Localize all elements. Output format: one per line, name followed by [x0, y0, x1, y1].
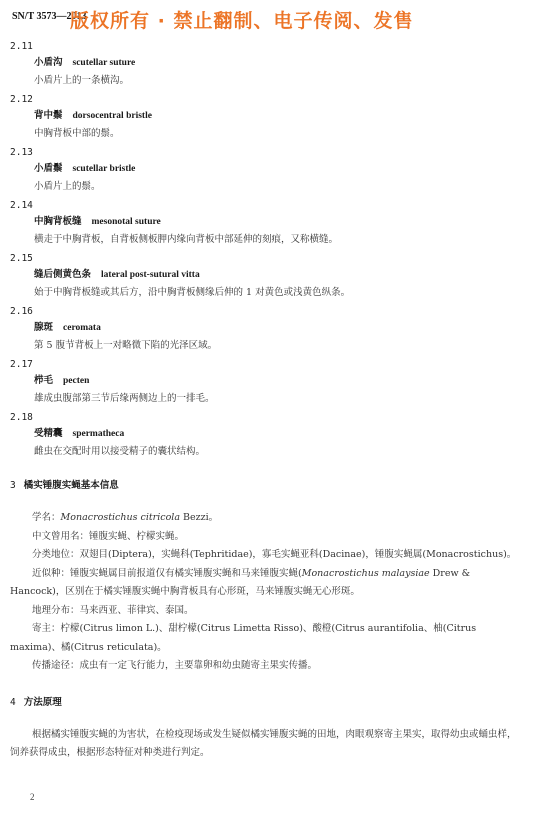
- term-entry: [10, 146, 525, 196]
- term-definition: 雄成虫腹部第三节后缘两侧边上的一排毛。: [34, 393, 215, 404]
- term-definition: 雌虫在交配时用以接受精子的囊状结构。: [34, 446, 206, 457]
- term-number: 2.11: [10, 41, 33, 52]
- document-body: [10, 40, 525, 763]
- scientific-name: [10, 509, 525, 528]
- term-en: pecten: [63, 376, 90, 386]
- term-definition: 小盾片上的一条横沟。: [34, 75, 130, 86]
- term-definition: 小盾片上的鬃。: [34, 181, 101, 192]
- term-title: [10, 319, 525, 337]
- similar-species: [10, 565, 525, 602]
- term-title: [10, 160, 525, 178]
- term-en: mesonotal suture: [91, 217, 161, 227]
- term-title: [10, 107, 525, 125]
- term-number: 2.17: [10, 359, 33, 370]
- term-zh: 小盾沟: [34, 57, 63, 68]
- term-definition: 始于中胸背板缝或其后方，沿中胸背板侧缘后伸的 1 对黄色或浅黄色纵条。: [34, 287, 351, 298]
- term-en: dorsocentral bristle: [72, 111, 152, 121]
- distribution: 地理分布：马来西亚、菲律宾、泰国。: [32, 604, 194, 616]
- term-en: scutellar suture: [72, 58, 136, 68]
- term-definition: 横走于中胸背板，自背板侧板胛内缘向背板中部延伸的刻痕，又称横缝。: [34, 234, 339, 245]
- sci-name-author: Bezzi。: [180, 512, 219, 523]
- term-definition: 第 5 腹节背板上一对略微下陷的光泽区域。: [34, 340, 218, 351]
- section-4-body: [10, 726, 525, 763]
- term-entry: [10, 199, 525, 249]
- term-number: 2.15: [10, 253, 33, 264]
- standard-code: SN/T 3573—2013: [12, 11, 87, 22]
- term-en: spermatheca: [72, 429, 125, 439]
- section-title: 方法原理: [23, 696, 62, 708]
- term-number: 2.12: [10, 94, 33, 105]
- sci-name-label: 学名：: [32, 512, 61, 523]
- transmission: 传播途径：成虫有一定飞行能力，主要靠卵和幼虫随寄主果实传播。: [32, 660, 318, 671]
- term-zh: 腺斑: [34, 322, 54, 333]
- term-en: scutellar bristle: [72, 164, 136, 174]
- similar-species-text-c: Drew & Hancock)，区别在于橘实锤腹实蝇中胸背板具有心形斑，马来锤腹实蝇无心形斑。: [10, 567, 471, 597]
- term-zh: 背中鬃: [34, 110, 63, 121]
- section-number: 4: [10, 696, 16, 708]
- method-principle: 根据橘实锤腹实蝇的为害状，在检疫现场或发生疑似橘实锤腹实蝇的田地，肉眼观察寄主果实，取得幼虫或蛹虫样，饲养获得成虫，根据形态特征对种类进行判定。: [10, 728, 517, 758]
- section-title: 橘实锤腹实蝇基本信息: [23, 480, 119, 491]
- term-number: 2.14: [10, 200, 33, 211]
- sci-name-italic: Monacrostichus citricola: [60, 512, 181, 523]
- term-number: 2.16: [10, 306, 33, 317]
- term-title: [10, 425, 525, 443]
- term-entry: [10, 93, 525, 143]
- term-entry: [10, 411, 525, 461]
- former-names: 中文曾用名：锤腹实蝇、柠檬实蝇。: [32, 530, 185, 542]
- term-number: 2.13: [10, 147, 33, 158]
- term-entry: [10, 40, 525, 90]
- term-zh: 受精囊: [34, 428, 63, 439]
- term-zh: 中胸背板缝: [34, 216, 82, 227]
- section-3-heading: [10, 477, 525, 495]
- page-number: 2: [30, 792, 35, 802]
- section-4-heading: [10, 694, 525, 712]
- term-zh: 栉毛: [34, 375, 54, 386]
- term-zh: 小盾鬃: [34, 163, 63, 174]
- classification: 分类地位：双翅目(Diptera)，实蝇科(Tephritidae)，寡毛实蝇亚科(Dacinae)，锤腹实蝇属(Monacrostichus)。: [32, 549, 517, 560]
- similar-species-text-a: 近似种：锤腹实蝇属目前报道仅有橘实锤腹实蝇和马来锤腹实蝇(: [32, 567, 302, 579]
- term-definition: 中胸背板中部的鬃。: [34, 128, 120, 139]
- similar-species-italic: Monacrostichus malaysiae: [301, 567, 430, 579]
- term-title: [10, 372, 525, 390]
- term-en: lateral post-sutural vitta: [101, 270, 200, 280]
- hosts: 寄主：柠檬(Citrus limon L.)、甜柠檬(Citrus Limetta Risso)、酸橙(Citrus aurantifolia、柚(Citrus maxima)、橘(Citrus reticulata)。: [10, 623, 477, 653]
- page-header: [10, 6, 525, 32]
- section-3-body: [10, 509, 525, 676]
- term-number: 2.18: [10, 412, 33, 423]
- term-entry: [10, 358, 525, 408]
- term-title: [10, 54, 525, 72]
- term-title: [10, 213, 525, 231]
- section-number: 3: [10, 480, 16, 491]
- term-title: [10, 266, 525, 284]
- copyright-watermark: 版权所有 · 禁止翻制、电子传阅、发售: [70, 10, 414, 32]
- term-zh: 缝后侧黄色条: [34, 269, 92, 280]
- term-entry: [10, 252, 525, 302]
- term-entry: [10, 305, 525, 355]
- term-en: ceromata: [63, 323, 101, 333]
